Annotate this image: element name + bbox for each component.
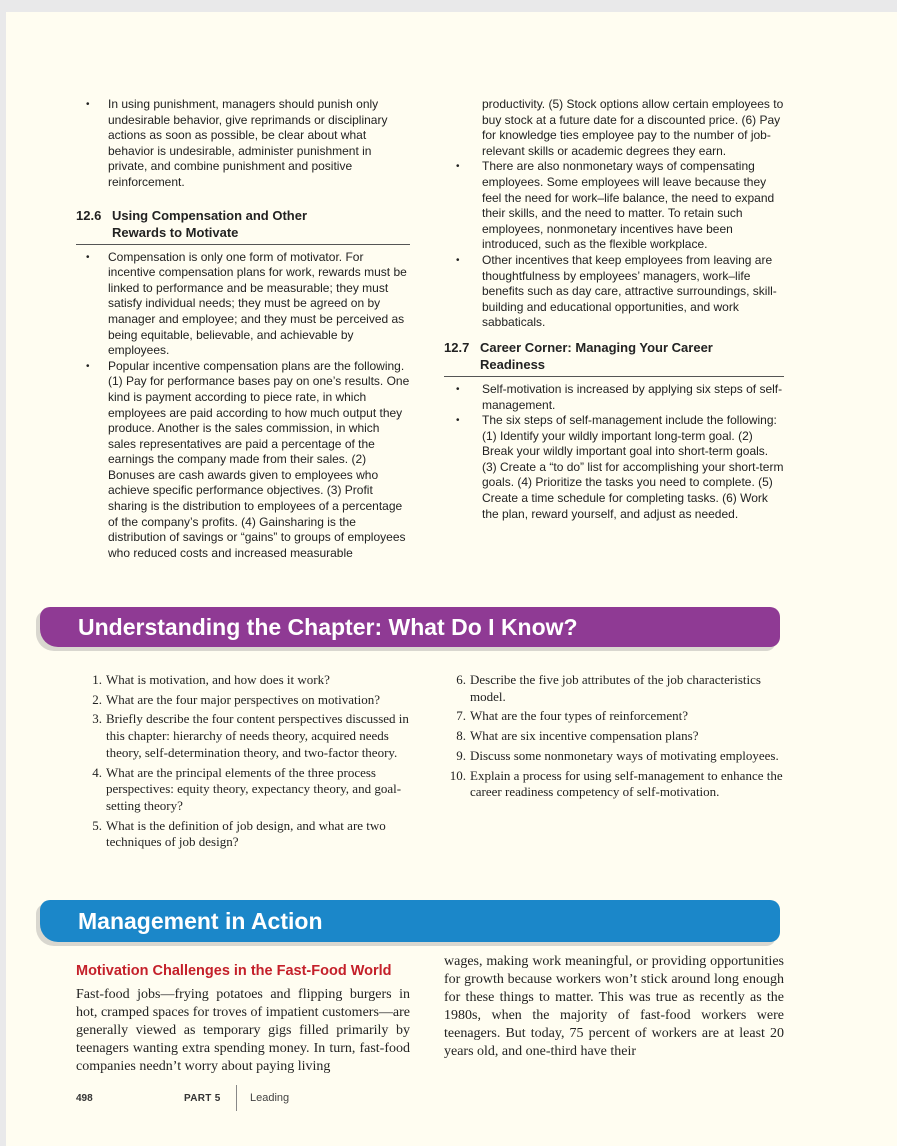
question-item bbox=[82, 672, 412, 689]
question-number: 9. bbox=[456, 747, 466, 763]
question-number: 2. bbox=[92, 691, 102, 707]
question-text: Briefly describe the four content perspectives discussed in this chapter: hierarchy of needs theory, acquired needs theory, self-determination theory, and two-factor theory. bbox=[106, 711, 409, 760]
bullet-six-steps: • The six steps of self-management include the following: (1) Identify your wildly important long-term goal. (2) Break your wildly important goal into short-term goals. (3) Create a “to do” list for accomplishing your short-term goals. (4) Prioritize the tasks you need to complete. (5) Create a time schedule for completing tasks. (6) Work the plan, reward yourself, and adjust as needed. bbox=[444, 413, 784, 522]
question-text: What are the four types of reinforcement? bbox=[470, 708, 689, 724]
question-item bbox=[82, 711, 412, 761]
question-text: What is the definition of job design, and what are two techniques of job design? bbox=[106, 817, 386, 850]
understanding-chapter-banner: Understanding the Chapter: What Do I Know? bbox=[40, 607, 780, 647]
question-list-right bbox=[446, 672, 786, 801]
question-item bbox=[82, 765, 412, 815]
part-name: Leading bbox=[250, 1092, 290, 1104]
summary-left-column bbox=[76, 97, 410, 561]
question-item bbox=[446, 768, 786, 801]
question-item bbox=[446, 748, 786, 765]
page-number: 498 bbox=[76, 1093, 93, 1104]
bullet-list-continuation bbox=[444, 97, 784, 331]
question-text: What is motivation, and how does it work? bbox=[106, 672, 330, 687]
question-text: What are the principal elements of the three process perspectives: equity theory, expectancy theory, and goal-setting theory? bbox=[106, 764, 402, 813]
bullet-other-incentives: • Other incentives that keep employees from leaving are thoughtfulness by employees’ managers, work–life benefits such as day care, attractive surroundings, skill-building and educational opportunities, and work sabbaticals. bbox=[444, 253, 784, 331]
question-text: What are six incentive compensation plans? bbox=[470, 728, 699, 744]
bullet-incentive-plans: • Popular incentive compensation plans are the following. (1) Pay for performance bases pay on one’s results. One kind is payment according to piece rate, in which employees are paid according to how much output they produce. Another is the sales commission, in which sales representatives are paid a percentage of the earnings the company made from their sales. (2) Bonuses are cash awards given to employees who achieve specific performance objectives. (3) Profit sharing is the distribution to employees of a percentage of the company’s profits. (4) Gainsharing is the distribution of savings or “gains” to groups of employees who reduced costs and increased measurable bbox=[76, 359, 410, 562]
question-text: What are the four major perspectives on motivation? bbox=[106, 691, 380, 707]
bullet-list-punishment bbox=[76, 97, 410, 191]
question-number: 1. bbox=[92, 672, 102, 687]
question-text: Discuss some nonmonetary ways of motivating employees. bbox=[470, 747, 779, 763]
bullet-compensation: • Compensation is only one form of motivator. For incentive compensation plans for work, rewards must be linked to performance and be measurable; they must satisfy individual needs; they must be agreed on by manager and employee; and they must be perceived as being equitable, believable, and achievable by employees. bbox=[76, 250, 410, 359]
summary-right-column bbox=[444, 97, 784, 522]
question-number: 3. bbox=[92, 711, 102, 727]
section-title-line2: Rewards to Motivate bbox=[112, 224, 239, 240]
case-paragraph-left: Fast-food jobs—frying potatoes and flipping burgers in hot, cramped spaces for troves of impatient customers—are generally viewed as temporary gigs filled primarily by teenagers wanting extra spending money. In turn, fast-food companies needn’t worry about paying living bbox=[76, 987, 410, 1074]
section-heading-12-7 bbox=[444, 339, 784, 377]
part-label: PART 5 bbox=[184, 1093, 221, 1104]
bullet-list-12-7 bbox=[444, 382, 784, 522]
question-number: 7. bbox=[456, 708, 466, 724]
section-number: 12.7 bbox=[444, 339, 470, 355]
section-title-line1: Using Compensation and Other bbox=[112, 207, 308, 223]
question-text: Explain a process for using self-management to enhance the career readiness competency of self-motivation. bbox=[470, 767, 783, 800]
case-title: Motivation Challenges in the Fast-Food World bbox=[76, 963, 392, 979]
question-item bbox=[446, 708, 786, 725]
section-title-line1: Career Corner: Managing Your Career bbox=[480, 339, 713, 355]
section-heading-12-6 bbox=[76, 207, 410, 245]
case-paragraph-right: wages, making work meaningful, or providing opportunities for growth because workers won’t stick around long enough for these things to matter. This was true as recently as the 1980s, when the majority of fast-food workers were teenagers. But today, 75 percent of workers are at least 20 years old, and one-third have their bbox=[444, 954, 784, 1059]
question-number: 5. bbox=[92, 817, 102, 833]
bullet-punishment: • In using punishment, managers should punish only undesirable behavior, give reprimands or disciplinary actions as soon as possible, be clear about what behavior is undesirable, administer punishment in private, and combine punishment and positive reinforcement. bbox=[76, 97, 410, 191]
question-number: 6. bbox=[456, 672, 466, 687]
question-item bbox=[446, 672, 786, 705]
questions-right bbox=[446, 672, 786, 804]
section-number: 12.6 bbox=[76, 207, 102, 223]
bullet-continuation: productivity. (5) Stock options allow certain employees to buy stock at a future date for a discounted price. (6) Pay for knowledge ties employee pay to the number of job-relevant skills or academic degrees they earn. bbox=[482, 97, 784, 158]
question-item bbox=[82, 692, 412, 709]
management-in-action-banner: Management in Action bbox=[40, 900, 780, 942]
question-list-left bbox=[82, 672, 412, 851]
question-item bbox=[446, 728, 786, 745]
section-title-line2: Readiness bbox=[480, 356, 546, 372]
bullet-nonmonetary: • There are also nonmonetary ways of compensating employees. Some employees will leave because they feel the need for work–life balance, the need to expand their skills, and the need to matter. To retain such employees, nonmonetary incentives have been introduced, such as the flexible workplace. bbox=[444, 159, 784, 253]
question-number: 8. bbox=[456, 728, 466, 744]
questions-left bbox=[82, 672, 412, 854]
question-number: 4. bbox=[92, 764, 102, 780]
footer-divider bbox=[236, 1085, 237, 1111]
question-item bbox=[82, 818, 412, 851]
question-number: 10. bbox=[449, 767, 466, 783]
question-text: Describe the five job attributes of the job characteristics model. bbox=[470, 672, 761, 704]
bullet-list-12-6 bbox=[76, 250, 410, 562]
bullet-self-motivation: • Self-motivation is increased by applying six steps of self-management. bbox=[444, 382, 784, 413]
